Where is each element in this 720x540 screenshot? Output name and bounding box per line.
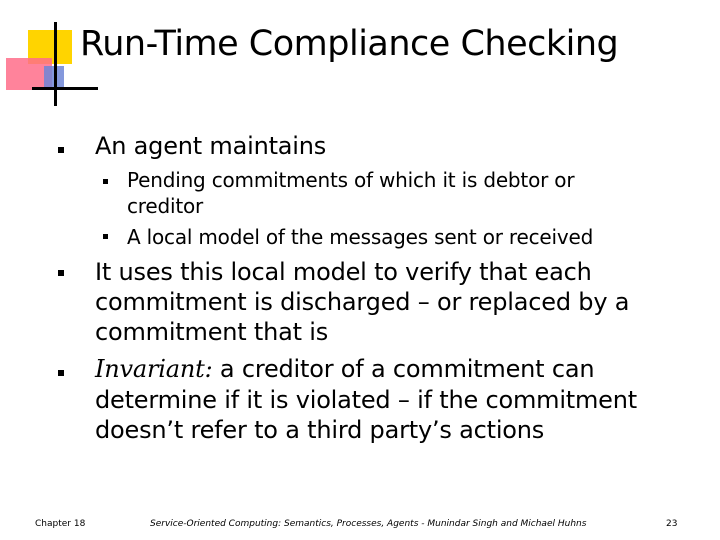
invariant-label: Invariant: xyxy=(95,355,213,383)
logo-horizontal-line xyxy=(32,87,98,90)
slide-title: Run-Time Compliance Checking xyxy=(80,24,619,64)
bullet-3-line-1-rest: a creditor of a commitment can xyxy=(212,355,595,383)
footer-chapter: Chapter 18 xyxy=(35,519,86,529)
bullet-3-line-2: determine if it is violated – if the commitment xyxy=(95,386,637,414)
sub-bullet-1-line-1: Pending commitments of which it is debtor or xyxy=(127,168,575,192)
bullet-2-line-2: commitment is discharged – or replaced by a xyxy=(95,288,630,316)
bullet-square-icon xyxy=(58,370,64,376)
sub-bullet-2-line-1: A local model of the messages sent or received xyxy=(127,225,594,249)
bullet-3-line-1 xyxy=(95,354,594,385)
bullet-2-line-3: commitment that is xyxy=(95,318,329,346)
footer-center-text: Service-Oriented Computing: Semantics, Processes, Agents - Munindar Singh and Michael Huhns xyxy=(150,519,587,529)
logo-vertical-line xyxy=(54,22,57,106)
bullet-3-line-3: doesn’t refer to a third party’s actions xyxy=(95,416,545,444)
bullet-square-icon xyxy=(58,147,64,153)
bullet-2-line-1: It uses this local model to verify that each xyxy=(95,258,592,286)
sub-bullet-square-icon xyxy=(103,234,108,239)
bullet-square-icon xyxy=(58,270,64,276)
bullet-1-text: An agent maintains xyxy=(95,132,327,160)
footer-page-number: 23 xyxy=(666,519,678,529)
sub-bullet-square-icon xyxy=(103,179,108,184)
sub-bullet-1-line-2: creditor xyxy=(127,194,204,218)
